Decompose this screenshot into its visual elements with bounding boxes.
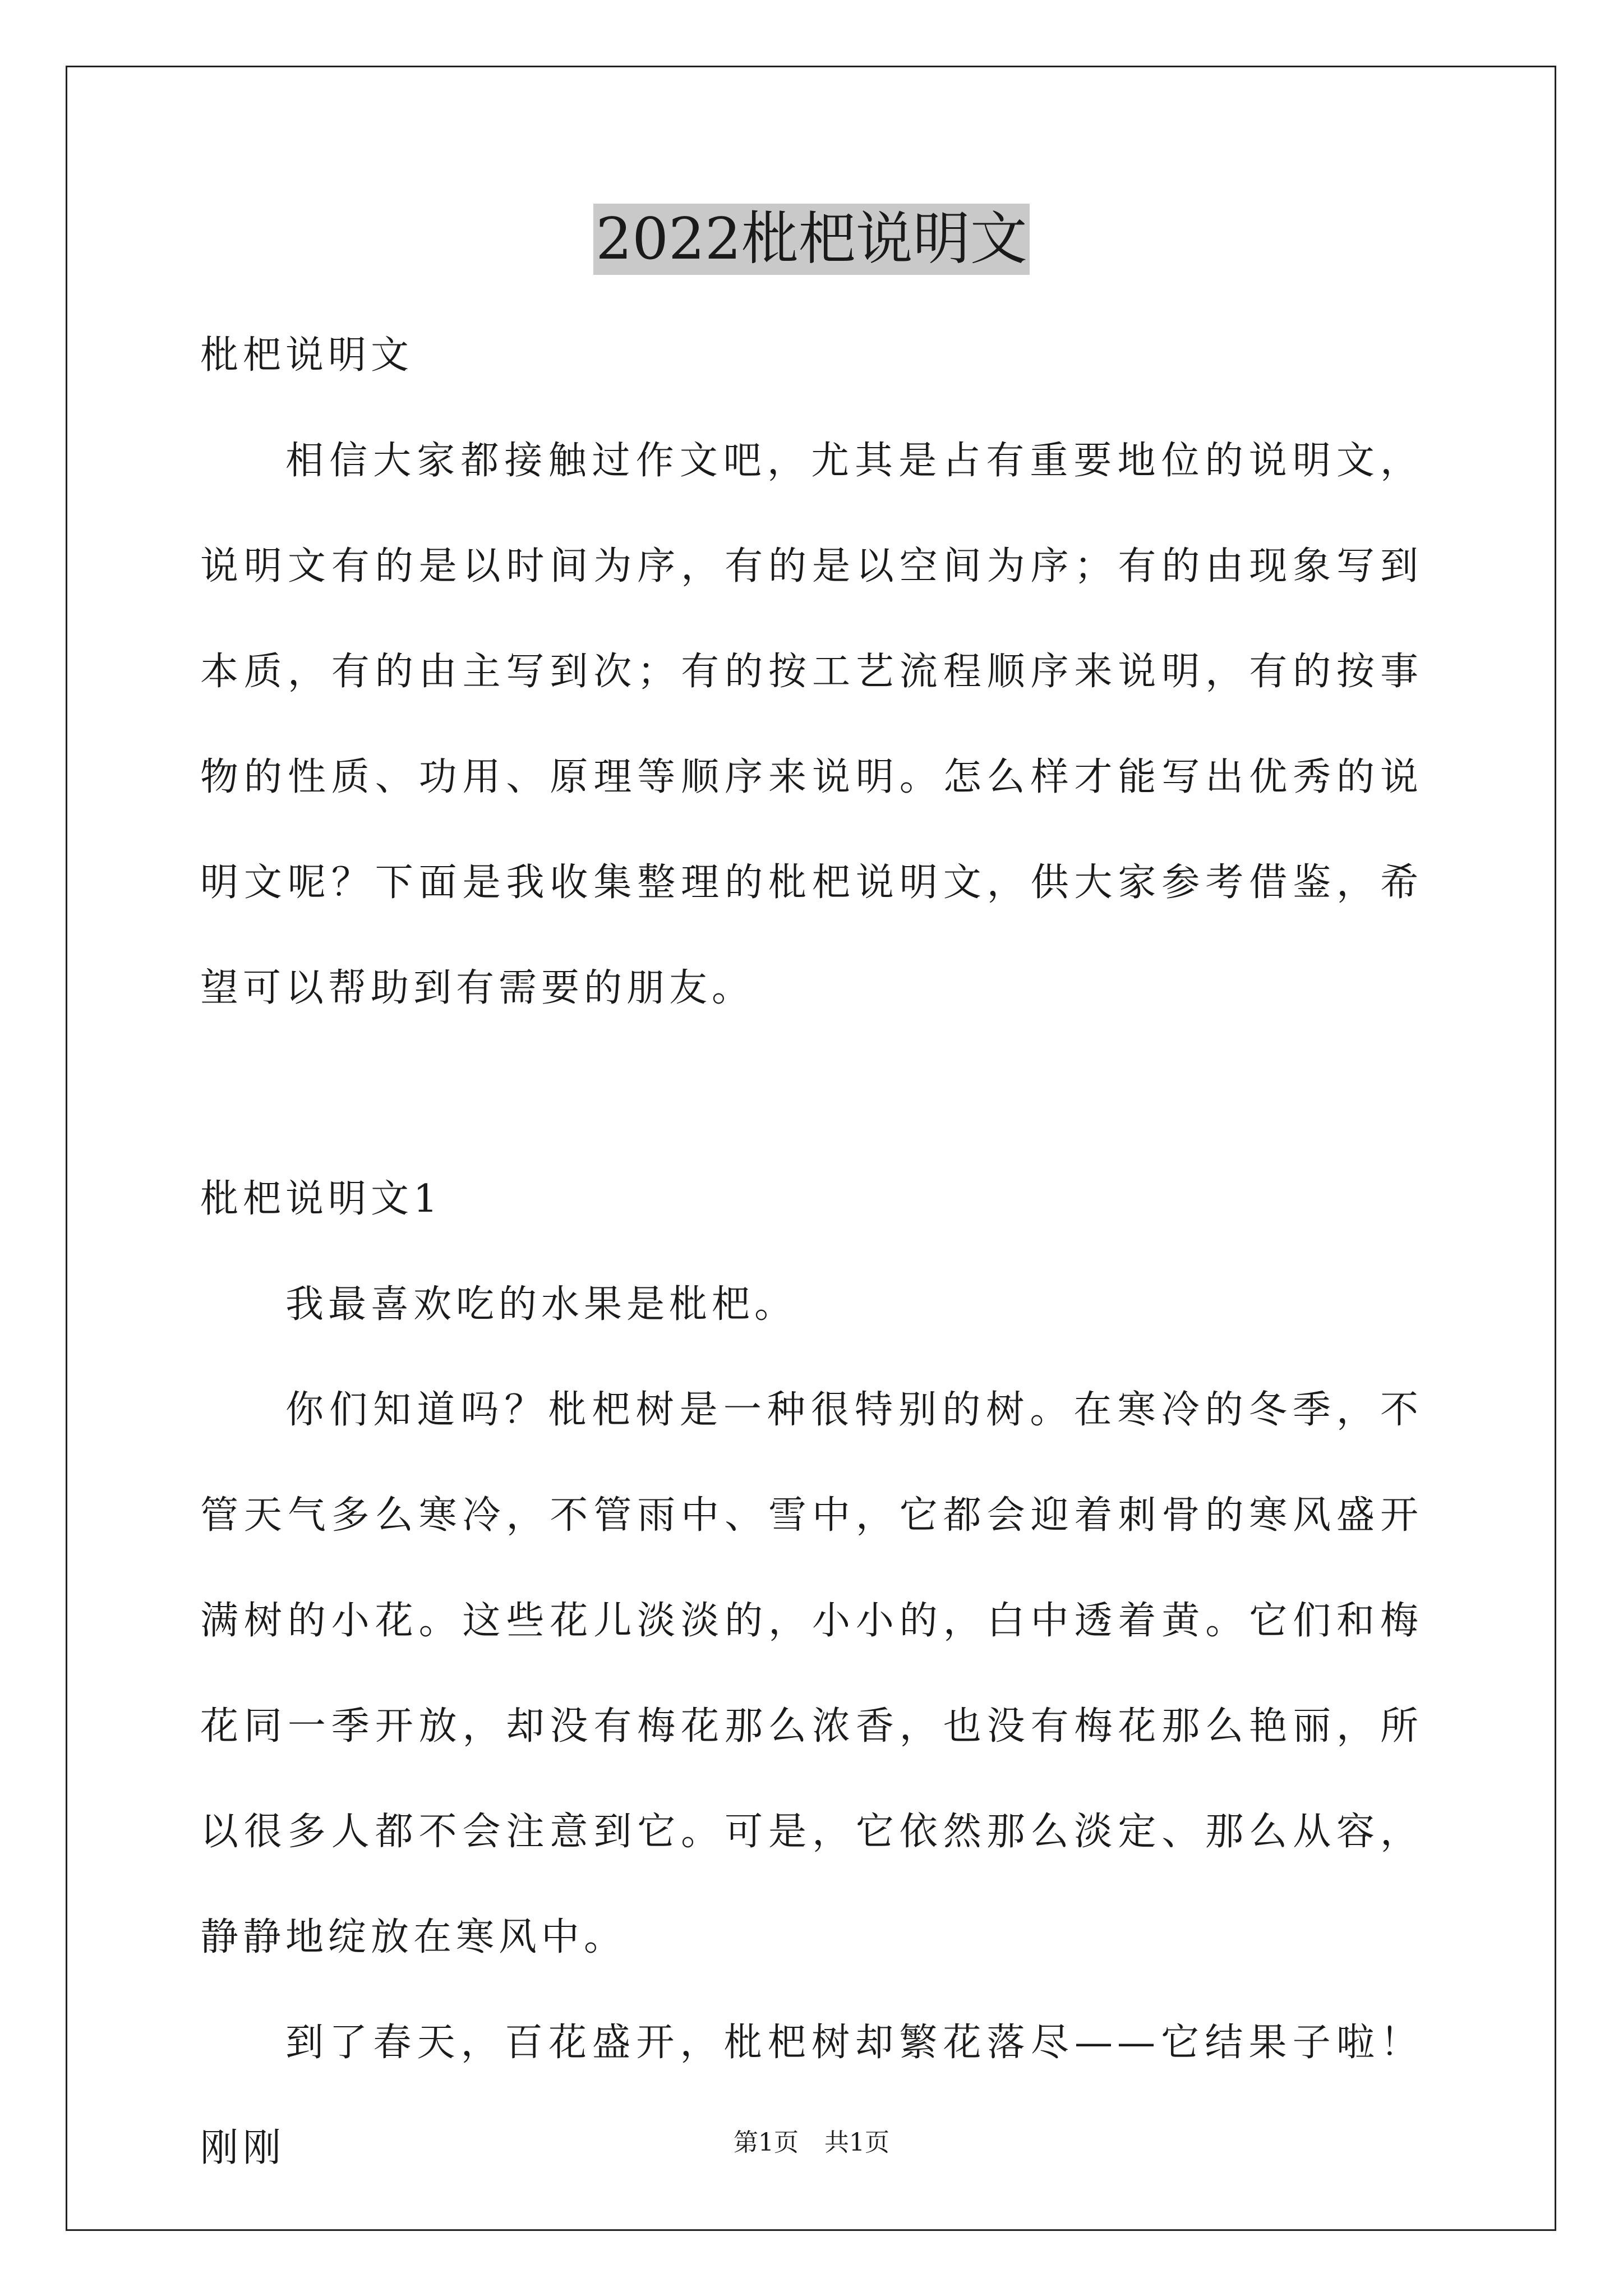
document-title bbox=[0, 200, 1623, 279]
page-total: 共1页 bbox=[824, 2128, 889, 2157]
body-paragraph: 你们知道吗？枇杷树是一种很特别的树。在寒冷的冬季，不管天气多么寒冷，不管雨中、雪中，它都会迎着刺骨的寒风盛开满树的小花。这些花儿淡淡的，小小的，白中透着黄。它们和梅花同一季开放，却没有梅花那么浓香，也没有梅花那么艳丽，所以很多人都不会注意到它。可是，它依然那么淡定、那么从容，静静地绽放在寒风中。 bbox=[200, 1388, 1423, 1959]
section-heading: 枇杷说明文1 bbox=[200, 1177, 442, 1221]
body-paragraph: 到了春天，百花盛开，枇杷树却繁花落尽——它结果子啦！刚刚 bbox=[200, 2021, 1423, 2170]
document-title-text: 2022枇杷说明文 bbox=[593, 204, 1030, 275]
document-body bbox=[200, 303, 1423, 2201]
body-paragraph: 我最喜欢吃的水果是枇杷。 bbox=[285, 1282, 797, 1327]
section-heading: 枇杷说明文 bbox=[200, 333, 414, 378]
page-footer bbox=[0, 2126, 1623, 2160]
section-spacer bbox=[200, 1041, 1423, 1147]
intro-paragraph: 相信大家都接触过作文吧，尤其是占有重要地位的说明文，说明文有的是以时间为序，有的是以空间为序；有的由现象写到本质，有的由主写到次；有的按工艺流程顺序来说明，有的按事物的性质、功用、原理等顺序来说明。怎么样才能写出优秀的说明文呢？下面是我收集整理的枇杷说明文，供大家参考借鉴，希望可以帮助到有需要的朋友。 bbox=[200, 439, 1423, 1010]
page-number: 第1页 bbox=[734, 2128, 799, 2157]
